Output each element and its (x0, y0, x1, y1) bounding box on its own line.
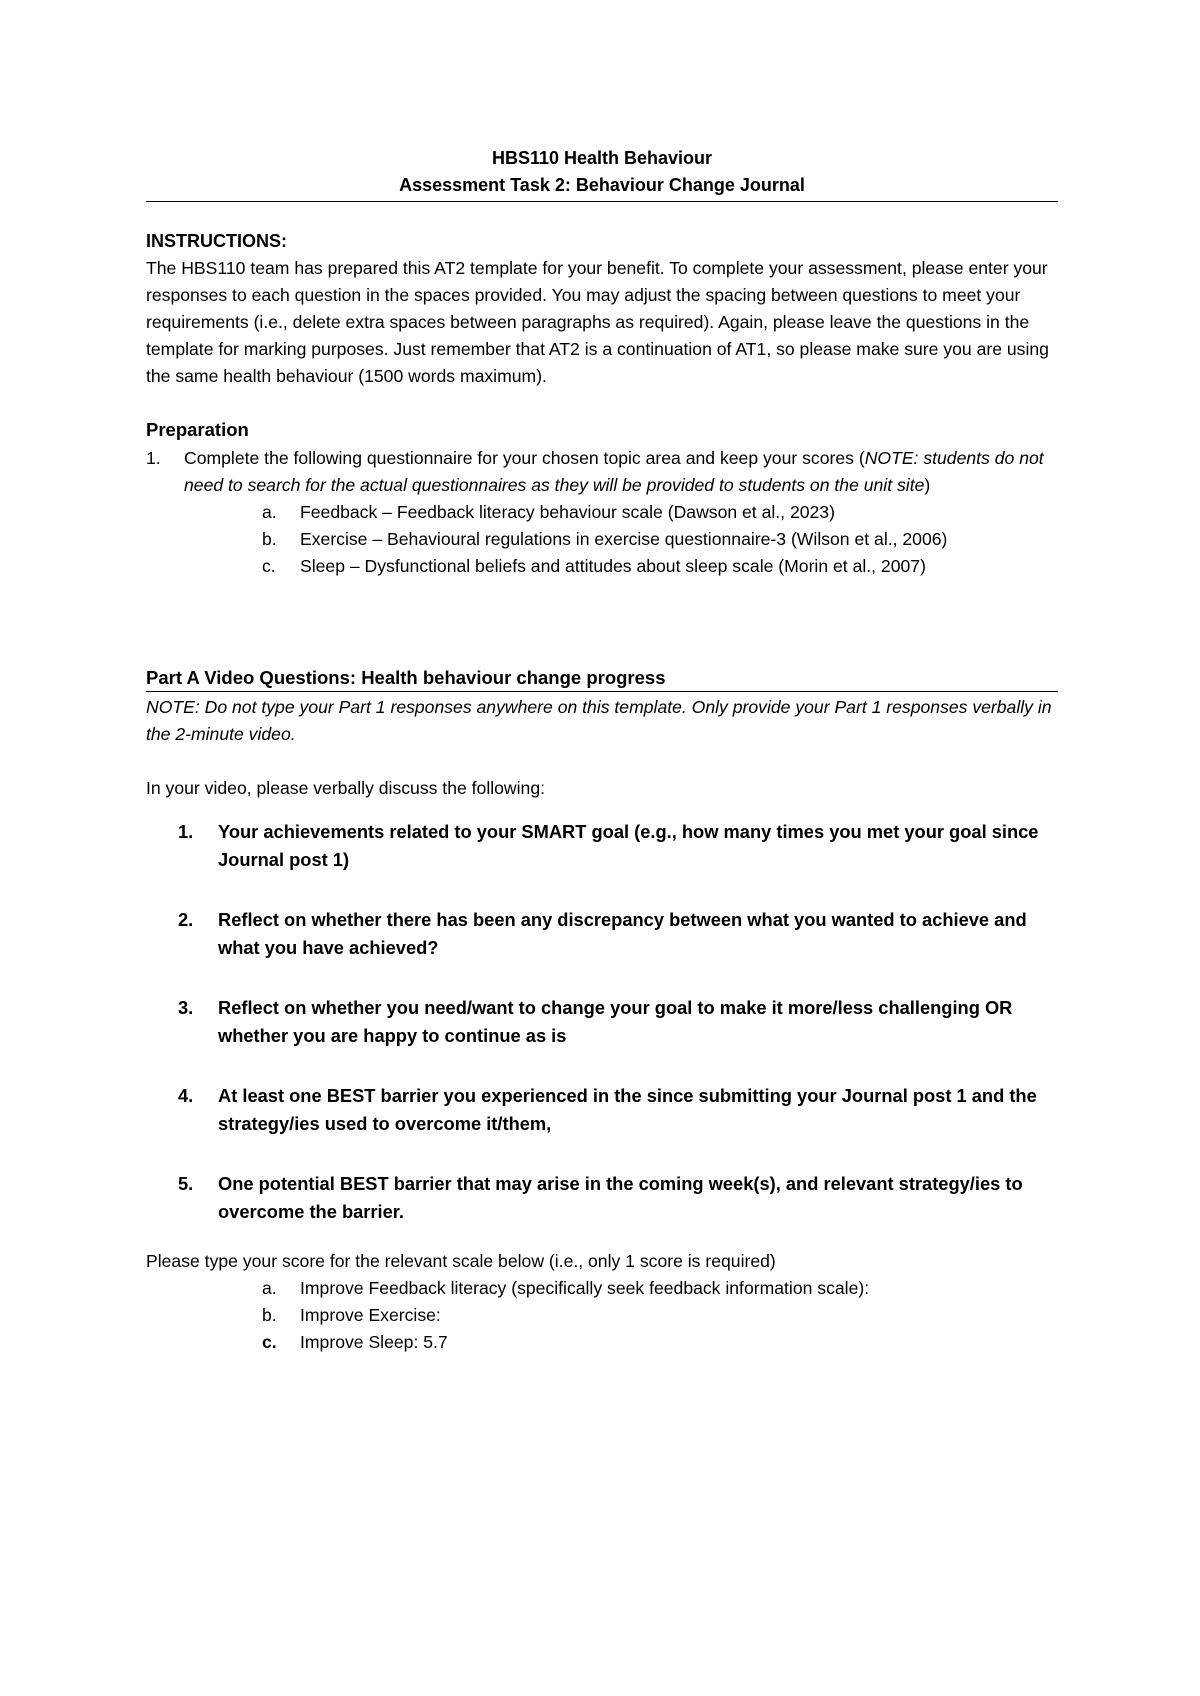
question-number: 2. (178, 909, 194, 930)
score-intro: Please type your score for the relevant scale below (i.e., only 1 score is required) (146, 1251, 776, 1271)
document-title (146, 0, 1058, 199)
item-note: NOTE: students do not need to search for the actual questionnaires as they will be provided to students on the unit site (184, 448, 1044, 495)
questionnaire-list (146, 499, 1058, 580)
list-item (178, 906, 1058, 962)
score-list (146, 1275, 1058, 1356)
course-title: HBS110 Health Behaviour (491, 148, 713, 168)
question-text: At least one BEST barrier you experienced in the since submitting your Journal post 1 and the strategy/ies used to overcome it/them, (218, 1085, 1037, 1134)
list-letter: c. (262, 556, 276, 576)
question-text: One potential BEST barrier that may arise in the coming week(s), and relevant strategy/ies to overcome the barrier. (218, 1173, 1023, 1222)
list-letter: a. (262, 502, 277, 522)
question-number: 5. (178, 1173, 194, 1194)
score-sleep[interactable]: Improve Sleep: 5.7 (300, 1332, 448, 1352)
list-letter: b. (262, 1305, 277, 1325)
score-feedback[interactable]: Improve Feedback literacy (specifically seek feedback information scale): (300, 1278, 870, 1298)
question-text: Your achievements related to your SMART goal (e.g., how many times you met your goal since Journal post 1) (218, 821, 1039, 870)
preparation-item-text (184, 445, 1058, 499)
list-item (178, 1170, 1058, 1226)
video-questions-list (146, 818, 1058, 1226)
assessment-title: Assessment Task 2: Behaviour Change Journal (399, 175, 805, 195)
list-number: 1. (146, 448, 161, 468)
question-number: 1. (178, 821, 194, 842)
part-a-note: NOTE: Do not type your Part 1 responses anywhere on this template. Only provide your Part 1 responses verbally in the 2-minute video. (146, 697, 1052, 744)
list-item (262, 553, 1058, 580)
preparation-heading: Preparation (146, 419, 249, 440)
title-divider (146, 201, 1058, 202)
item-close: ) (924, 475, 931, 495)
list-item (178, 818, 1058, 874)
item-text: Complete the following questionnaire for your chosen topic area and keep your scores ( (184, 448, 865, 468)
list-item (262, 1275, 1058, 1302)
list-item (262, 1329, 1058, 1356)
list-item (178, 994, 1058, 1050)
list-letter: c. (262, 1332, 277, 1352)
question-number: 3. (178, 997, 194, 1018)
instructions-heading: INSTRUCTIONS: (146, 231, 287, 251)
questionnaire-feedback: Feedback – Feedback literacy behaviour scale (Dawson et al., 2023) (300, 502, 835, 522)
question-text: Reflect on whether you need/want to change your goal to make it more/less challenging OR whether you are happy to continue as is (218, 997, 1013, 1046)
list-letter: b. (262, 529, 277, 549)
list-letter: a. (262, 1278, 277, 1298)
question-number: 4. (178, 1085, 194, 1106)
instructions-body: The HBS110 team has prepared this AT2 template for your benefit. To complete your assessment, please enter your responses to each question in the spaces provided. You may adjust the spacing between questions to meet your requirements (i.e., delete extra spaces between paragraphs as required). Again, please leave the questions in the template for marking purposes. Just remember that AT2 is a continuation of AT1, so please make sure you are using the same health behaviour (1500 words maximum). (146, 258, 1049, 386)
score-exercise[interactable]: Improve Exercise: (300, 1305, 441, 1325)
questionnaire-sleep: Sleep – Dysfunctional beliefs and attitudes about sleep scale (Morin et al., 2007) (300, 556, 926, 576)
part-a-divider (146, 691, 1058, 692)
preparation-list (146, 445, 1058, 499)
part-a-heading: Part A Video Questions: Health behaviour change progress (146, 667, 666, 688)
list-item (178, 1082, 1058, 1138)
list-item (262, 499, 1058, 526)
questionnaire-exercise: Exercise – Behavioural regulations in exercise questionnaire-3 (Wilson et al., 2006) (300, 529, 948, 549)
list-item (262, 1302, 1058, 1329)
list-item (146, 445, 1058, 499)
part-a-intro: In your video, please verbally discuss the following: (146, 778, 546, 798)
list-item (262, 526, 1058, 553)
question-text: Reflect on whether there has been any discrepancy between what you wanted to achieve and what you have achieved? (218, 909, 1027, 958)
